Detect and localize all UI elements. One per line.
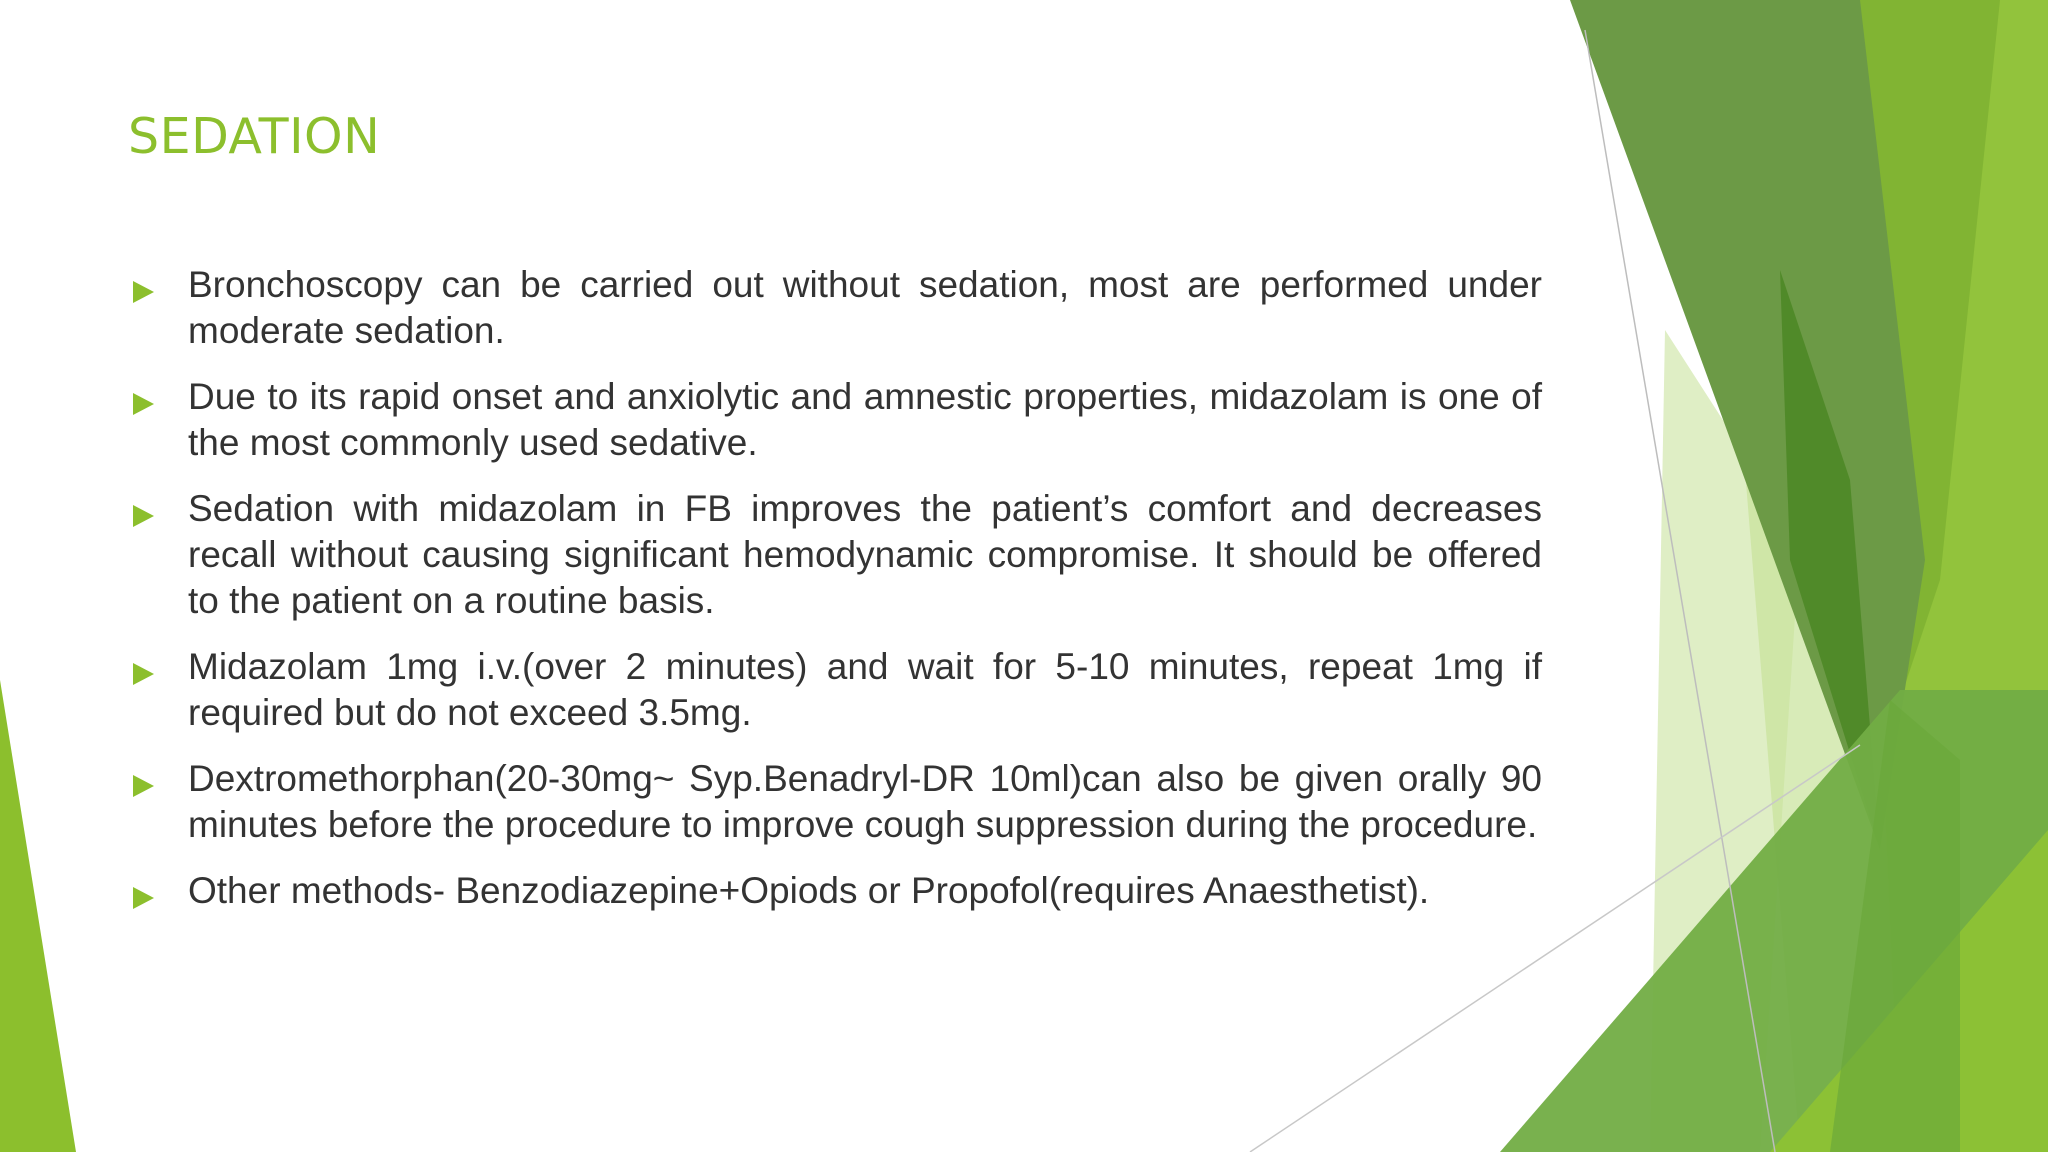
bullet-text: Other methods- Benzodiazepine+Opiods or Propofol(requires Anaesthetist). (188, 870, 1430, 911)
list-item (130, 756, 1542, 848)
list-item (130, 262, 1542, 354)
bullet-text: Bronchoscopy can be carried out without sedation, most are performed under moderate sedation. (188, 264, 1542, 351)
triangle-right-icon (130, 262, 188, 308)
slide-title: SEDATION (128, 108, 381, 165)
bullet-text: Dextromethorphan(20-30mg~ Syp.Benadryl-DR 10ml)can also be given orally 90 minutes before the procedure to improve cough suppression during the procedure. (188, 758, 1542, 845)
list-item (130, 868, 1542, 914)
triangle-right-icon (130, 374, 188, 420)
list-item (130, 374, 1542, 466)
triangle-right-icon (130, 644, 188, 690)
triangle-right-icon (130, 868, 188, 914)
list-item (130, 486, 1542, 624)
triangle-right-icon (130, 486, 188, 532)
bullet-text: Due to its rapid onset and anxiolytic and amnestic properties, midazolam is one of the most commonly used sedative. (188, 376, 1542, 463)
bullet-list (130, 262, 1542, 934)
bullet-text: Midazolam 1mg i.v.(over 2 minutes) and wait for 5-10 minutes, repeat 1mg if required but do not exceed 3.5mg. (188, 646, 1542, 733)
bullet-text: Sedation with midazolam in FB improves the patient’s comfort and decreases recall without causing significant hemodynamic compromise. It should be offered to the patient on a routine basis. (188, 488, 1542, 621)
list-item (130, 644, 1542, 736)
triangle-right-icon (130, 756, 188, 802)
